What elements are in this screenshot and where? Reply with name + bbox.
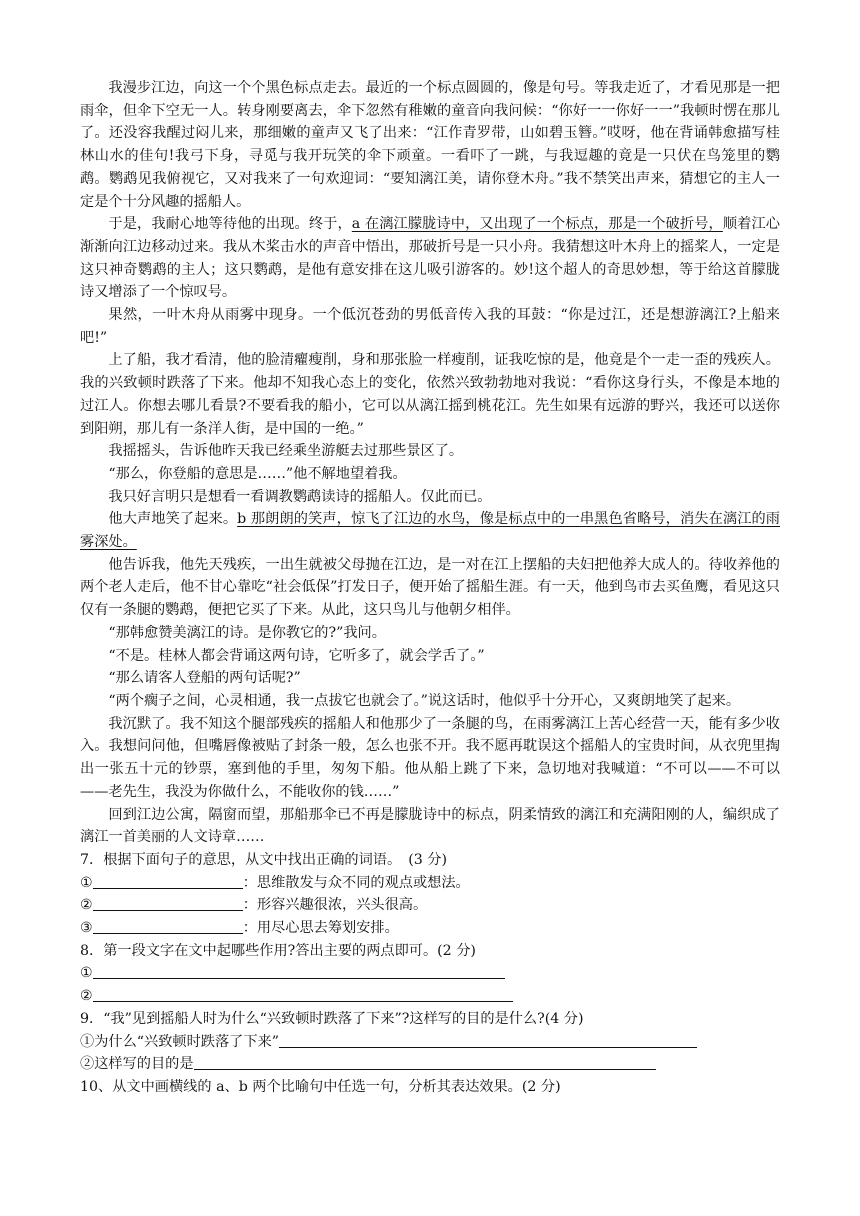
question-10: 10、从文中画横线的 a、b 两个比喻句中任选一句，分析其表达效果。(2 分) bbox=[80, 1078, 561, 1095]
article-paragraph-2 bbox=[80, 213, 780, 304]
item-number: ① bbox=[80, 874, 93, 891]
item-number: ① bbox=[80, 965, 93, 982]
question-9-item-1 bbox=[80, 1031, 780, 1054]
paragraph-8-start: 他大声地笑了起来。 bbox=[108, 511, 238, 528]
question-8: 8．第一段文字在文中起哪些作用?答出主要的两点即可。(2 分) bbox=[80, 942, 476, 959]
question-7: 7．根据下面句子的意思，从文中找出正确的词语。 (3 分) bbox=[80, 851, 448, 868]
question-7-item-2 bbox=[80, 894, 780, 917]
item-number: ② bbox=[80, 897, 93, 914]
answer-blank[interactable] bbox=[279, 1031, 697, 1048]
answer-blank[interactable] bbox=[93, 894, 243, 911]
question-8-item-1 bbox=[80, 962, 780, 985]
item-definition: ：形容兴趣很浓，兴头很高。 bbox=[242, 897, 428, 914]
item-definition: ：思维散发与众不同的观点或想法。 bbox=[242, 874, 470, 891]
article-paragraph-14: 我沉默了。我不知这个腿部残疾的摇船人和他那少了一条腿的鸟，在雨雾漓江上苦心经营一天，能有多少收入。我想问问他，但嘴唇像被贴了封条一般，怎么也张不开。我不愿再耽误这个摇船人的宝贵时间，从衣兜里掏出一张五十元的钞票，塞到他的手里，匆匆下船。他从船上跳了下来，急切地对我喊道：“不可以——不可以——老先生，我没为你做什么，不能收你的钱……” bbox=[80, 715, 780, 800]
paragraph-2-end: 顺着江心渐渐向江边移动过来。我从木桨击水的声音中悟出，那破折号是一只小舟。我猜想这叶木舟上的摇桨人，一定是这只神奇鹦鹉的主人；这只鹦鹉，是他有意安排在这儿吸引游客的。妙!这个超人的奇思妙想，等于给这首朦胧诗又增添了一个惊叹号。 bbox=[80, 216, 780, 301]
article-paragraph-10: “那韩愈赞美漓江的诗。是你教它的?”我问。 bbox=[108, 624, 386, 641]
underlined-sentence-b: b 那朗朗的笑声，惊飞了江边的水鸟，像是标点中的一串黑色省略号，消失在漓江的雨雾深处。 bbox=[80, 511, 780, 551]
question-9-item-2 bbox=[80, 1053, 780, 1076]
article-paragraph-8 bbox=[80, 508, 780, 553]
answer-blank[interactable] bbox=[93, 962, 505, 979]
question-7-item-3 bbox=[80, 917, 780, 940]
question-9: 9．“我”见到摇船人时为什么“兴致顿时跌落了下来”?这样写的目的是什么?(4 分) bbox=[80, 1010, 584, 1027]
article-paragraph-4: 上了船，我才看清，他的脸清癯瘦削，身和那张脸一样瘦削，证我吃惊的是，他竟是个一走一歪的残疾人。我的兴致顿时跌落了下来。他却不知我心态上的变化，依然兴致勃勃地对我说：“看你这身行头，不像是本地的过江人。你想去哪儿看景?不要看我的船小，它可以从漓江摇到桃花江。先生如果有远游的野兴，我还可以送你到阳朔，那儿有一条洋人街，是中国的一绝。” bbox=[80, 352, 780, 437]
answer-blank[interactable] bbox=[93, 917, 243, 934]
answer-blank[interactable] bbox=[194, 1053, 656, 1070]
paragraph-2-start: 于是，我耐心地等待他的出现。终于， bbox=[108, 216, 352, 233]
item-prompt: ②这样写的目的是 bbox=[80, 1056, 194, 1073]
answer-blank[interactable] bbox=[93, 872, 243, 889]
article-paragraph-15: 回到江边公寓，隔窗而望，那船那伞已不再是朦胧诗中的标点，阴柔情致的漓江和充满阳刚的人，编织成了漓江一首美丽的人文诗章…… bbox=[80, 806, 780, 846]
article-paragraph-6: “那么，你登船的意思是……”他不解地望着我。 bbox=[108, 465, 407, 482]
answer-blank[interactable] bbox=[93, 985, 513, 1002]
article-paragraph-9: 他告诉我，他先天残疾，一出生就被父母抛在江边，是一对在江上摆船的夫妇把他养大成人的。待收养他的两个老人走后，他不甘心靠吃“社会低保”打发日子，便开始了摇船生涯。有一天，他到鸟市去买鱼鹰，看见这只仅有一条腿的鹦鹉，便把它买了下来。从此，这只鸟儿与他朝夕相伴。 bbox=[80, 556, 780, 619]
item-definition: ：用尽心思去筹划安排。 bbox=[242, 920, 399, 937]
exam-page bbox=[80, 77, 780, 1099]
article-paragraph-5: 我摇摇头，告诉他昨天我已经乘坐游艇去过那些景区了。 bbox=[108, 443, 464, 460]
article-paragraph-11: “不是。桂林人都会背诵这两句诗，它听多了，就会学舌了。” bbox=[108, 647, 485, 664]
item-number: ③ bbox=[80, 920, 93, 937]
article-paragraph-7: 我只好言明只是想看一看调教鹦鹉读诗的摇船人。仅此而已。 bbox=[108, 488, 492, 505]
article-paragraph-1: 我漫步江边，向这一个个黑色标点走去。最近的一个标点圆圆的，像是句号。等我走近了，才看见那是一把雨伞，但伞下空无一人。转身刚要离去，伞下忽然有稚嫩的童音向我问候：“你好一一你好一一”我顿时愣在那儿了。还没容我醒过闷儿来，那细嫩的童声又飞了出来：“江作青罗带，山如碧玉簪。”哎呀，他在背诵韩愈描写桂林山水的佳句!我弓下身，寻觅与我开玩笑的伞下顽童。一看吓了一跳，与我逗趣的竟是一只伏在鸟笼里的鹦鹉。鹦鹉见我俯视它，又对我来了一句欢迎词：“要知漓江美，请你登木舟。”我不禁笑出声来，猜想它的主人一定是个十分风趣的摇船人。 bbox=[80, 80, 780, 210]
article-paragraph-3: 果然，一叶木舟从雨雾中现身。一个低沉苍劲的男低音传入我的耳鼓：“你是过江，还是想游漓江?上船来吧!” bbox=[80, 307, 780, 346]
question-8-item-2 bbox=[80, 985, 780, 1008]
item-prompt: ①为什么“兴致顿时跌落了下来” bbox=[80, 1033, 279, 1050]
article-paragraph-12: “那么请客人登船的两句话呢?” bbox=[108, 670, 301, 687]
article-paragraph-13: “两个瘸子之间，心灵相通，我一点拔它也就会了。”说这话时，他似乎十分开心，又爽朗地笑了起来。 bbox=[108, 692, 741, 709]
question-7-item-1 bbox=[80, 872, 780, 895]
underlined-sentence-a: a 在漓江朦胧诗中，又出现了一个标点，那是一个破折号， bbox=[351, 216, 723, 233]
item-number: ② bbox=[80, 988, 93, 1005]
